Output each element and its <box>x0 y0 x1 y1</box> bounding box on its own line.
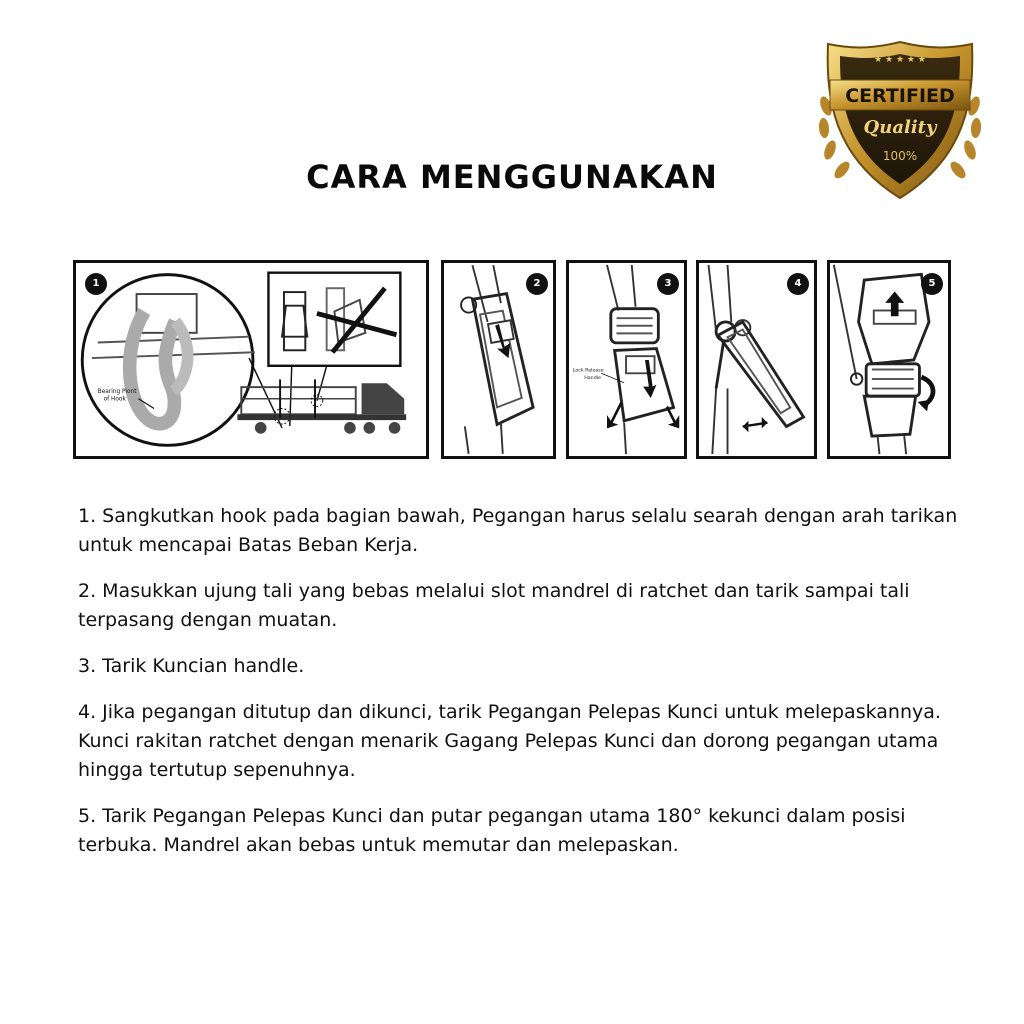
step-2-illustration <box>441 260 556 459</box>
svg-text:Quality: Quality <box>863 117 937 138</box>
step-1-illustration <box>73 260 429 459</box>
svg-text:★ ★ ★ ★ ★: ★ ★ ★ ★ ★ <box>874 55 926 65</box>
svg-text:100%: 100% <box>882 149 918 163</box>
instruction-step-1: 1. Sangkutkan hook pada bagian bawah, Pegangan harus selalu searah dengan arah tarikan untuk mencapai Batas Beban Kerja. <box>78 505 958 556</box>
page-title: CARA MENGGUNAKAN <box>306 158 718 196</box>
step-number-badge: 1 <box>85 273 107 295</box>
instruction-step-2: 2. Masukkan ujung tali yang bebas melalui slot mandrel di ratchet dan tarik sampai tali terpasang dengan muatan. <box>78 580 910 631</box>
svg-text:CERTIFIED: CERTIFIED <box>845 85 955 107</box>
instruction-list <box>78 502 968 877</box>
svg-text:of Hook: of Hook <box>103 396 126 403</box>
svg-text:Lock Release: Lock Release <box>572 368 604 374</box>
step-number-badge: 3 <box>657 273 679 295</box>
step-number-badge: 2 <box>526 273 548 295</box>
instruction-step-4: 4. Jika pegangan ditutup dan dikunci, tarik Pegangan Pelepas Kunci untuk melepaskannya. Kunci rakitan ratchet dengan menarik Gagang Pelepas Kunci dan dorong pegangan utama hingga tertutup sepenuhnya. <box>78 701 941 781</box>
step-4-illustration <box>696 260 817 459</box>
svg-text:Handle: Handle <box>584 375 601 381</box>
step-number-badge: 5 <box>921 273 943 295</box>
step-number-badge: 4 <box>787 273 809 295</box>
step-3-illustration <box>566 260 687 459</box>
svg-text:Bearing Piont: Bearing Piont <box>97 388 137 395</box>
instruction-step-5: 5. Tarik Pegangan Pelepas Kunci dan putar pegangan utama 180° kekunci dalam posisi terbuka. Mandrel akan bebas untuk memutar dan melepaskan. <box>78 805 906 856</box>
step-5-illustration <box>827 260 951 459</box>
instruction-step-3: 3. Tarik Kuncian handle. <box>78 655 305 677</box>
hook-truck-diagram-icon <box>76 263 426 456</box>
